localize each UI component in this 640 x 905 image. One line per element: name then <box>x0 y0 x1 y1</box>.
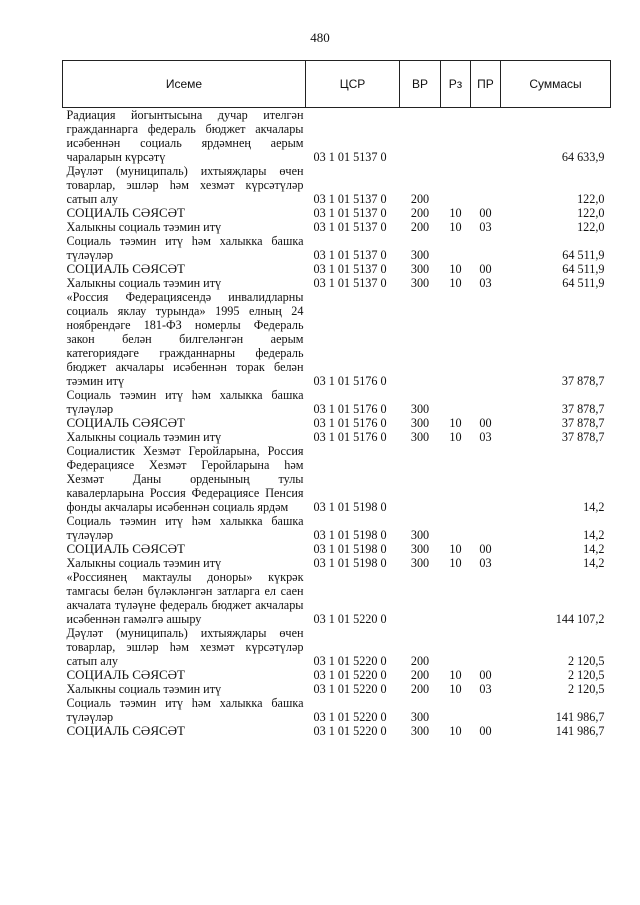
table-row <box>63 570 611 626</box>
cell-name: Дәүләт (муниципаль) ихтыяҗлары өчен товарлар, эшләр һәм хезмәт күрсәтүләр сатып алу <box>66 626 304 668</box>
cell-csr: 03 1 01 5137 0 <box>313 276 387 290</box>
table-row <box>63 542 611 556</box>
cell-vr: 300 <box>410 542 430 556</box>
cell-rz: 10 <box>449 542 462 556</box>
cell-sum: 14,2 <box>583 500 605 514</box>
cell-vr: 200 <box>410 220 430 234</box>
cell-csr: 03 1 01 5220 0 <box>313 668 387 682</box>
cell-name: СОЦИАЛЬ СӘЯСӘТ <box>66 723 185 738</box>
cell-pr: 03 <box>479 276 492 290</box>
cell-name: Халыкны социаль тәэмин итү <box>66 556 222 570</box>
cell-name: Халыкны социаль тәэмин итү <box>66 220 222 234</box>
cell-pr: 00 <box>479 206 492 220</box>
cell-name: Халыкны социаль тәэмин итү <box>66 430 222 444</box>
cell-name: СОЦИАЛЬ СӘЯСӘТ <box>66 667 185 682</box>
cell-csr: 03 1 01 5198 0 <box>313 528 387 542</box>
cell-csr: 03 1 01 5220 0 <box>313 612 387 626</box>
cell-name: Социаль тәэмин итү һәм халыкка башка түләүләр <box>66 696 304 724</box>
table-row <box>63 696 611 724</box>
cell-rz: 10 <box>449 668 462 682</box>
cell-rz: 10 <box>449 556 462 570</box>
cell-vr: 300 <box>410 262 430 276</box>
table-row <box>63 206 611 220</box>
cell-csr: 03 1 01 5220 0 <box>313 710 387 724</box>
cell-sum: 14,2 <box>583 528 605 542</box>
cell-rz: 10 <box>449 206 462 220</box>
cell-sum: 64 511,9 <box>562 276 605 290</box>
header-pr: ПР <box>471 61 501 108</box>
cell-vr <box>400 444 441 514</box>
cell-csr: 03 1 01 5220 0 <box>313 682 387 696</box>
cell-name: Халыкны социаль тәэмин итү <box>66 276 222 290</box>
table-row <box>63 514 611 542</box>
cell-vr: 300 <box>410 402 430 416</box>
cell-csr: 03 1 01 5220 0 <box>313 654 387 668</box>
cell-rz <box>441 696 471 724</box>
cell-rz: 10 <box>449 682 462 696</box>
cell-name: Социаль тәэмин итү һәм халыкка башка түләүләр <box>66 514 304 542</box>
cell-pr: 00 <box>479 724 492 738</box>
cell-sum: 2 120,5 <box>567 682 605 696</box>
table-row <box>63 276 611 290</box>
cell-csr: 03 1 01 5137 0 <box>313 150 387 164</box>
cell-vr <box>400 290 441 388</box>
cell-rz <box>441 290 471 388</box>
cell-sum: 37 878,7 <box>561 402 605 416</box>
cell-pr: 03 <box>479 556 492 570</box>
cell-rz <box>441 626 471 668</box>
cell-pr <box>471 234 501 262</box>
cell-sum: 141 986,7 <box>555 710 605 724</box>
cell-csr: 03 1 01 5176 0 <box>313 416 387 430</box>
table-row <box>63 556 611 570</box>
cell-name: СОЦИАЛЬ СӘЯСӘТ <box>66 261 185 276</box>
cell-rz: 10 <box>449 724 462 738</box>
cell-csr: 03 1 01 5198 0 <box>313 542 387 556</box>
cell-name: «Россиянең мактаулы доноры» күкрәк тамгасы белән бүләкләнгән затларга ел саен акчалата түләүне федераль бюджет акчалары исәбеннән гамәлгә ашыру <box>66 570 304 626</box>
cell-name: СОЦИАЛЬ СӘЯСӘТ <box>66 205 185 220</box>
cell-pr <box>471 290 501 388</box>
cell-csr: 03 1 01 5198 0 <box>313 500 387 514</box>
cell-name: Социаль тәэмин итү һәм халыкка башка түләүләр <box>66 234 304 262</box>
cell-name: Социаль тәэмин итү һәм халыкка башка түләүләр <box>66 388 304 416</box>
table-row <box>63 668 611 682</box>
cell-csr: 03 1 01 5137 0 <box>313 192 387 206</box>
header-name: Исеме <box>63 61 306 108</box>
cell-vr: 200 <box>410 654 430 668</box>
cell-sum: 141 986,7 <box>555 724 605 738</box>
cell-rz <box>441 444 471 514</box>
cell-rz <box>441 570 471 626</box>
table-header <box>63 61 611 108</box>
cell-sum: 2 120,5 <box>567 654 605 668</box>
budget-table <box>62 60 611 738</box>
cell-pr: 00 <box>479 542 492 556</box>
cell-csr: 03 1 01 5176 0 <box>313 374 387 388</box>
cell-rz <box>441 234 471 262</box>
header-csr: ЦСР <box>306 61 400 108</box>
cell-sum: 64 511,9 <box>562 248 605 262</box>
cell-rz: 10 <box>449 262 462 276</box>
header-rz: Рз <box>441 61 471 108</box>
cell-vr: 300 <box>410 710 430 724</box>
cell-pr: 03 <box>479 220 492 234</box>
cell-rz <box>441 388 471 416</box>
cell-csr: 03 1 01 5137 0 <box>313 248 387 262</box>
cell-vr <box>400 570 441 626</box>
cell-rz: 10 <box>449 430 462 444</box>
cell-pr <box>471 514 501 542</box>
table-body <box>63 108 611 739</box>
cell-pr <box>471 388 501 416</box>
cell-pr <box>471 108 501 165</box>
cell-pr: 00 <box>479 262 492 276</box>
cell-sum: 144 107,2 <box>555 612 605 626</box>
cell-pr <box>471 164 501 206</box>
cell-csr: 03 1 01 5176 0 <box>313 402 387 416</box>
cell-rz <box>441 164 471 206</box>
cell-pr <box>471 626 501 668</box>
header-vr: ВР <box>400 61 441 108</box>
cell-name: Радиация йогынтысына дучар ителгән гражданнарга федераль бюджет акчалары исәбеннән социаль ярдәмнең аерым чараларын күрсәтү <box>66 108 304 164</box>
cell-sum: 14,2 <box>583 542 605 556</box>
cell-vr: 300 <box>410 430 430 444</box>
cell-rz <box>441 108 471 165</box>
table-row <box>63 682 611 696</box>
table-row <box>63 108 611 165</box>
header-sum: Суммасы <box>501 61 611 108</box>
table-row <box>63 444 611 514</box>
cell-pr: 00 <box>479 416 492 430</box>
cell-rz: 10 <box>449 276 462 290</box>
cell-csr: 03 1 01 5137 0 <box>313 220 387 234</box>
cell-name: СОЦИАЛЬ СӘЯСӘТ <box>66 415 185 430</box>
cell-vr: 300 <box>410 556 430 570</box>
cell-name: Социалистик Хезмәт Геройларына, Россия Федерациясе Хезмәт Геройларына һәм Хезмәт Даны орденының тулы кавалерларына Россия Федерациясе Пенсия фонды акчалары исәбеннән социаль ярдәм <box>66 444 304 514</box>
cell-pr: 03 <box>479 682 492 696</box>
cell-name: СОЦИАЛЬ СӘЯСӘТ <box>66 541 185 556</box>
table-row <box>63 416 611 430</box>
cell-vr: 300 <box>410 248 430 262</box>
cell-sum: 37 878,7 <box>561 416 605 430</box>
cell-vr: 200 <box>410 206 430 220</box>
cell-vr: 200 <box>410 682 430 696</box>
cell-csr: 03 1 01 5220 0 <box>313 724 387 738</box>
cell-vr: 200 <box>410 192 430 206</box>
page-number: 480 <box>310 30 330 45</box>
cell-pr: 03 <box>479 430 492 444</box>
cell-vr: 300 <box>410 528 430 542</box>
cell-rz: 10 <box>449 416 462 430</box>
table-row <box>63 220 611 234</box>
cell-pr: 00 <box>479 668 492 682</box>
table-row <box>63 290 611 388</box>
cell-sum: 37 878,7 <box>561 430 605 444</box>
cell-rz: 10 <box>449 220 462 234</box>
cell-csr: 03 1 01 5176 0 <box>313 430 387 444</box>
cell-csr: 03 1 01 5198 0 <box>313 556 387 570</box>
cell-sum: 37 878,7 <box>561 374 605 388</box>
cell-vr: 300 <box>410 276 430 290</box>
cell-vr: 300 <box>410 724 430 738</box>
cell-csr: 03 1 01 5137 0 <box>313 206 387 220</box>
cell-name: Дәүләт (муниципаль) ихтыяҗлары өчен товарлар, эшләр һәм хезмәт күрсәтүләр сатып алу <box>66 164 304 206</box>
cell-csr: 03 1 01 5137 0 <box>313 262 387 276</box>
table-row <box>63 234 611 262</box>
cell-sum: 122,0 <box>577 220 605 234</box>
cell-name: Халыкны социаль тәэмин итү <box>66 682 222 696</box>
cell-sum: 64 511,9 <box>562 262 605 276</box>
cell-pr <box>471 696 501 724</box>
cell-sum: 14,2 <box>583 556 605 570</box>
cell-sum: 2 120,5 <box>567 668 605 682</box>
table-row <box>63 262 611 276</box>
cell-sum: 122,0 <box>577 192 605 206</box>
cell-vr: 300 <box>410 416 430 430</box>
cell-name: «Россия Федерациясендә инвалидларны социаль яклау турында» 1995 елның 24 ноябрендәге 181-ФЗ номерлы Федераль закон белән билгеләнгән аерым категориядәге гражданнарны федераль бюджет акчалары исәбеннән торак белән тәэмин итү <box>66 290 304 388</box>
table-row <box>63 388 611 416</box>
cell-vr: 200 <box>410 668 430 682</box>
cell-pr <box>471 570 501 626</box>
cell-pr <box>471 444 501 514</box>
cell-vr <box>400 108 441 165</box>
cell-sum: 122,0 <box>577 206 605 220</box>
table-row <box>63 626 611 668</box>
table-row <box>63 164 611 206</box>
table-row <box>63 724 611 738</box>
cell-rz <box>441 514 471 542</box>
table-row <box>63 430 611 444</box>
cell-sum: 64 633,9 <box>561 150 605 164</box>
